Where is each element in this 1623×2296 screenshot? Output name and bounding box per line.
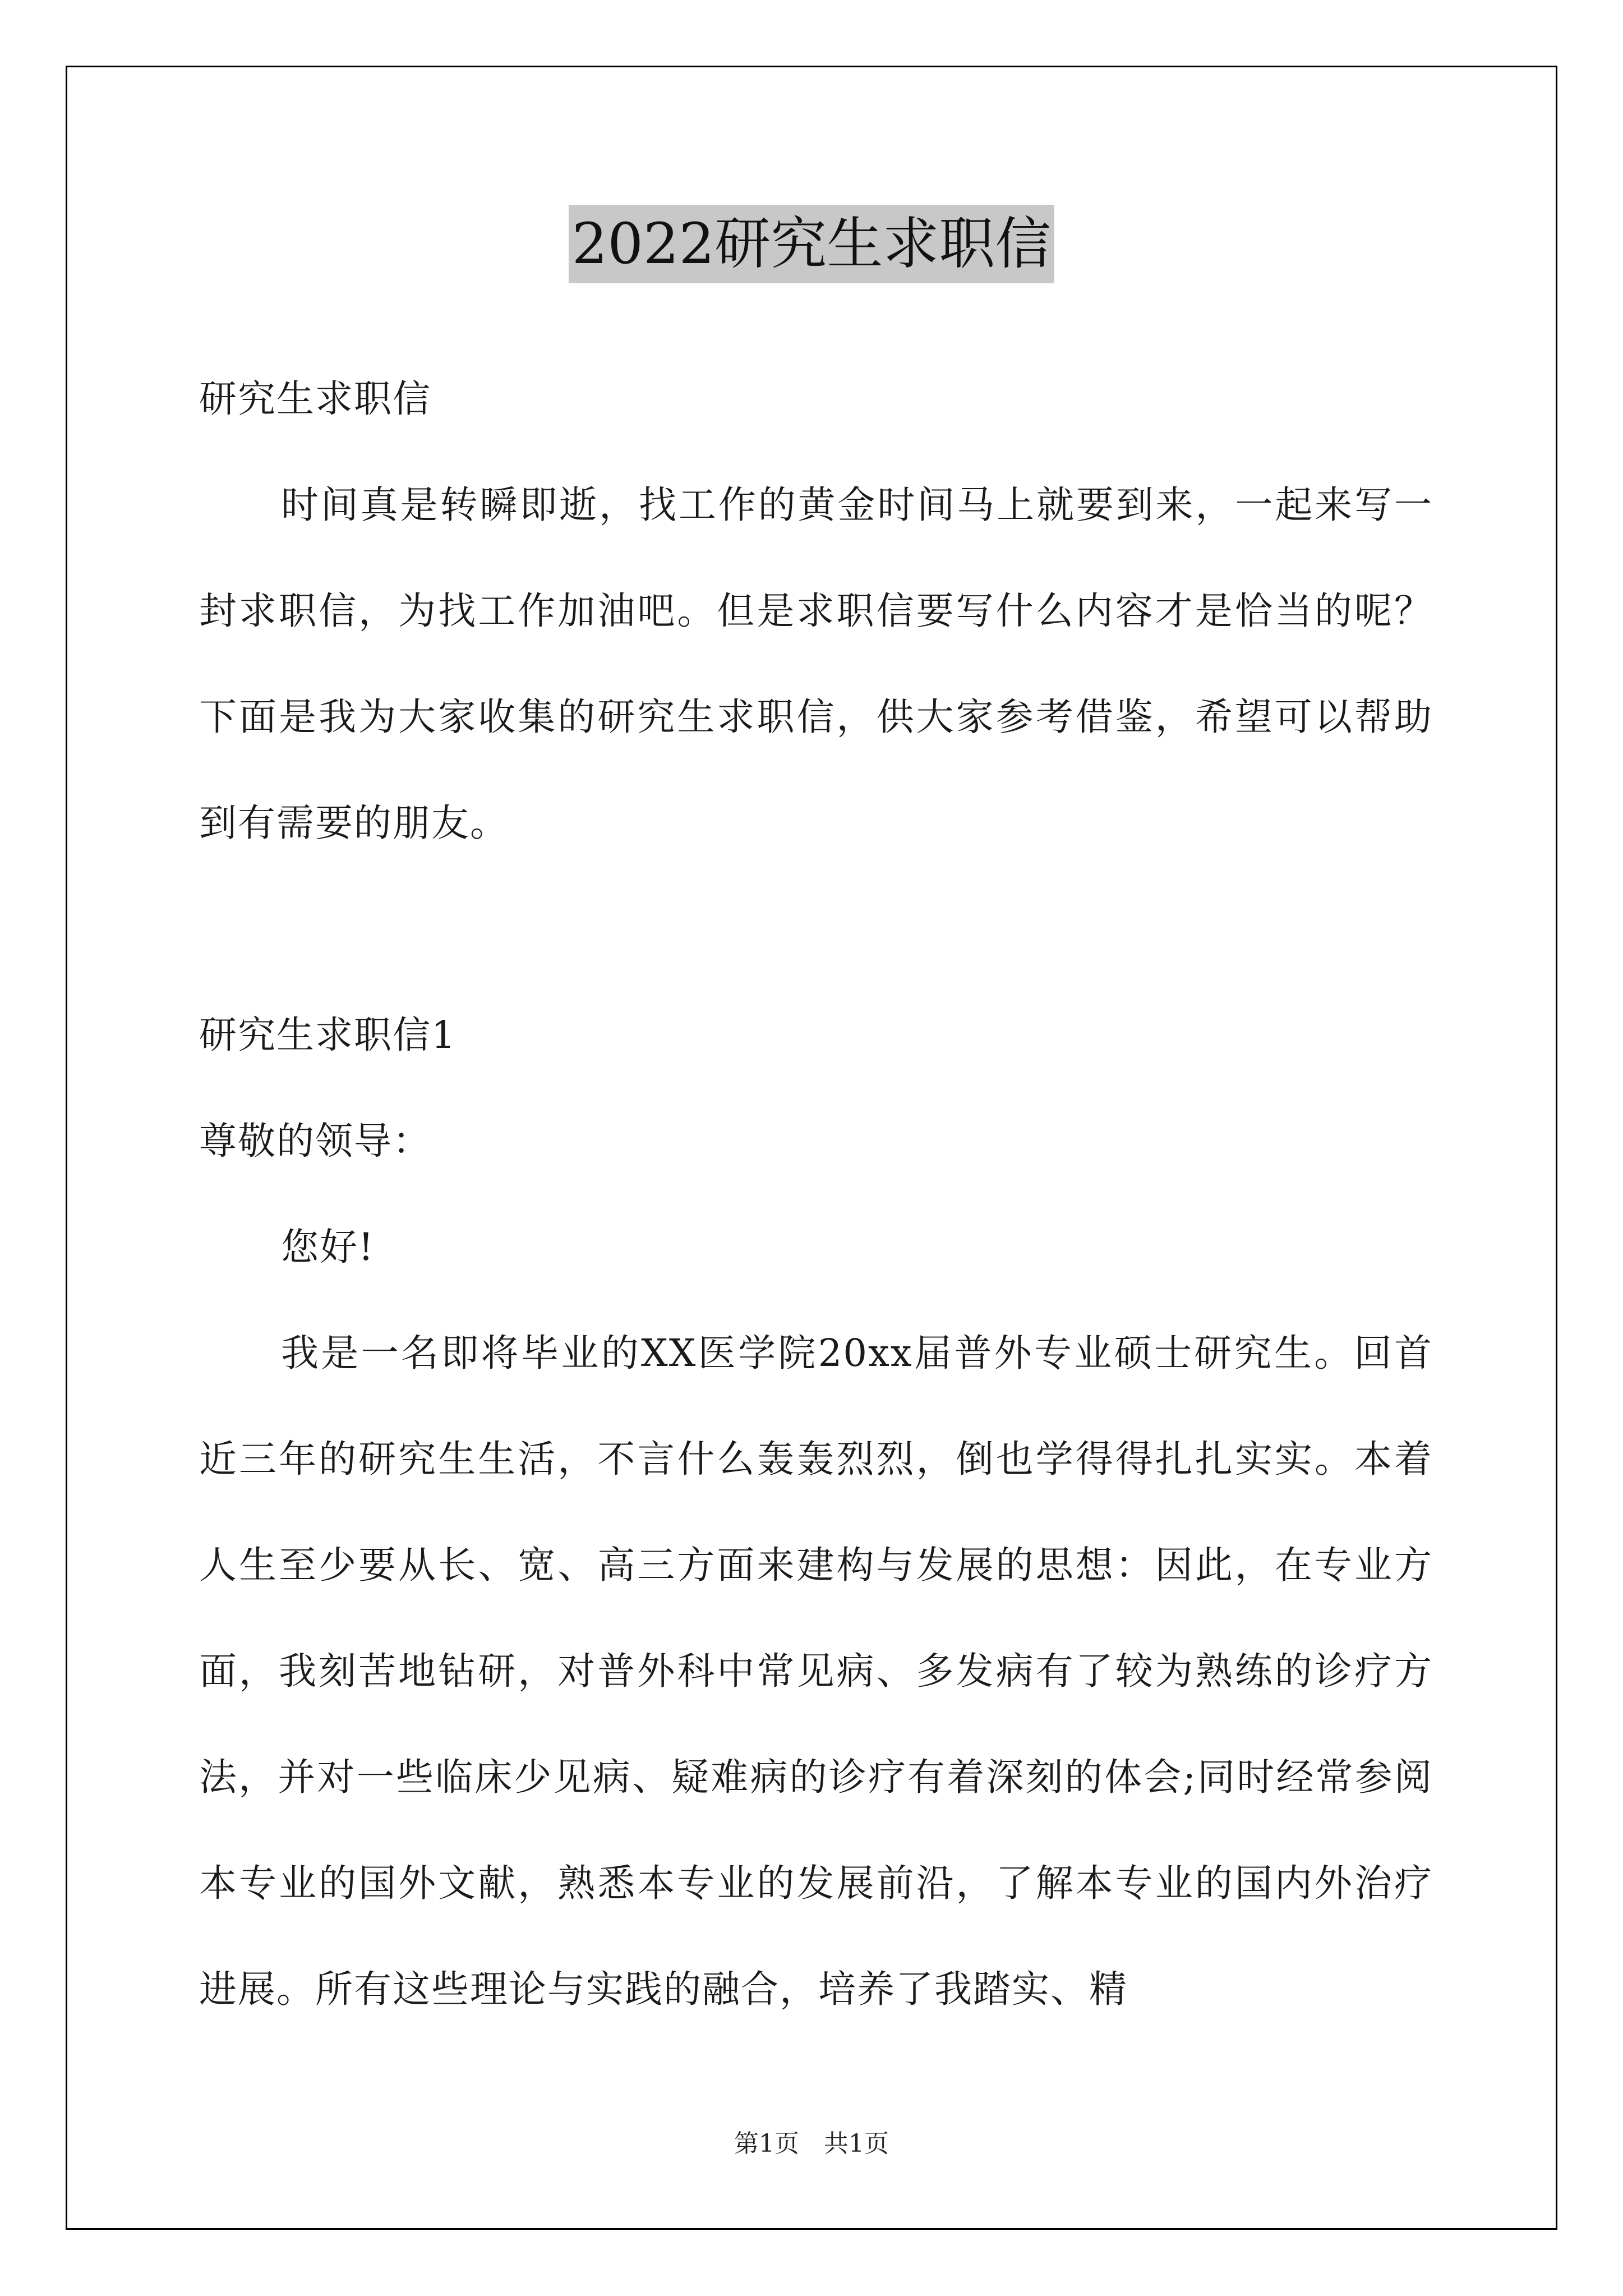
page-footer: 第1页 共1页 xyxy=(734,2129,889,2158)
title-container xyxy=(0,205,1623,283)
intro-heading: 研究生求职信 xyxy=(199,377,431,421)
intro-paragraph: 时间真是转瞬即逝，找工作的黄金时间马上就要到来，一起来写一封求职信，为找工作加油吧。但是求职信要写什么内容才是恰当的呢？下面是我为大家收集的研究生求职信，供大家参考借鉴，希望可以帮助到有需要的朋友。 xyxy=(199,483,1433,845)
document-body xyxy=(199,346,1433,2042)
body-paragraph: 我是一名即将毕业的XX医学院20xx届普外专业硕士研究生。回首近三年的研究生生活，不言什么轰轰烈烈，倒也学得得扎扎实实。本着人生至少要从长、宽、高三方面来建构与发展的思想：因此，在专业方面，我刻苦地钻研，对普外科中常见病、多发病有了较为熟练的诊疗方法，并对一些临床少见病、疑难病的诊疗有着深刻的体会;同时经常参阅本专业的国外文献，熟悉本专业的发展前沿，了解本专业的国内外治疗进展。所有这些理论与实践的融合，培养了我踏实、精 xyxy=(199,1331,1433,2011)
document-title: 2022研究生求职信 xyxy=(569,205,1055,283)
greeting: 您好! xyxy=(281,1225,375,1269)
section-heading: 研究生求职信1 xyxy=(199,1013,457,1057)
salutation: 尊敬的领导： xyxy=(199,1119,431,1163)
